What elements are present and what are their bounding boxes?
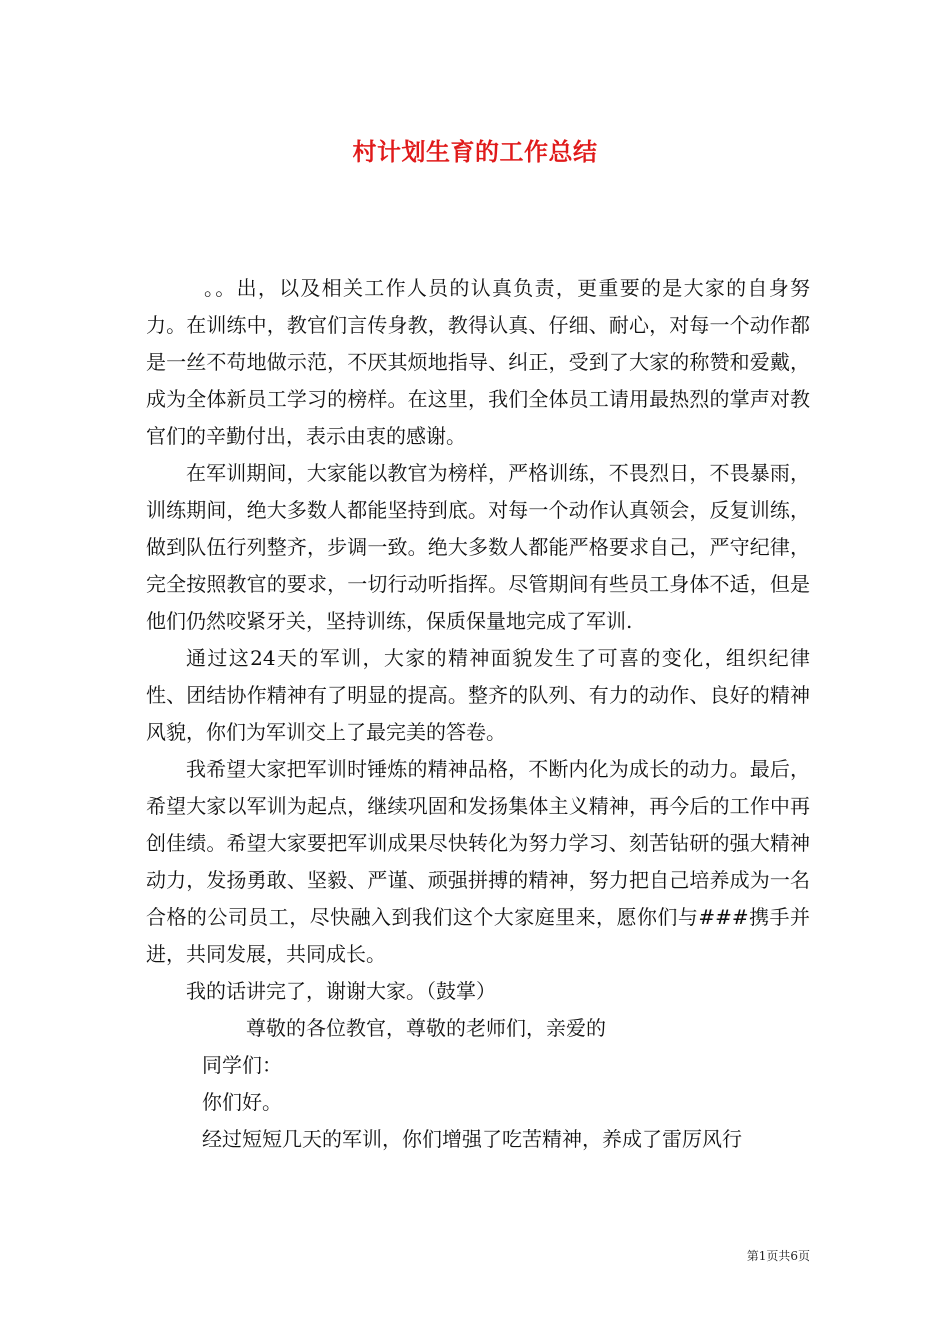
paragraph: 在军训期间，大家能以教官为榜样，严格训练，不畏烈日，不畏暴雨，训练期间，绝大多数人都能坚持到底。对每一个动作认真领会，反复训练，做到队伍行列整齐，步调一致。绝大多数人都能严格要求自己，严守纪律，完全按照教官的要求，一切行动听指挥。尽管期间有些员工身体不适，但是他们仍然咬紧牙关，坚持训练，保质保量地完成了军训. — [146, 461, 810, 633]
page-number: 第1页共6页 — [746, 1249, 810, 1263]
paragraph: 经过短短几天的军训，你们增强了吃苦精神，养成了雷厉风行 — [202, 1127, 742, 1151]
document-title: 村计划生育的工作总结 — [352, 138, 598, 166]
paragraph: 通过这24天的军训，大家的精神面貌发生了可喜的变化，组织纪律性、团结协作精神有了明显的提高。整齐的队列、有力的动作、良好的精神风貌，你们为军训交上了最完美的答卷。 — [146, 646, 810, 744]
paragraph: 尊敬的各位教官，尊敬的老师们，亲爱的 — [246, 1016, 606, 1040]
paragraph: 我的话讲完了，谢谢大家。（鼓掌） — [186, 979, 496, 1003]
document-body — [146, 270, 810, 1158]
paragraph: 你们好。 — [202, 1090, 282, 1114]
paragraph: 我希望大家把军训时锤炼的精神品格，不断内化为成长的动力。最后，希望大家以军训为起点，继续巩固和发扬集体主义精神，再今后的工作中再创佳绩。希望大家要把军训成果尽快转化为努力学习、刻苦钻研的强大精神动力，发扬勇敢、坚毅、严谨、顽强拼搏的精神，努力把自己培养成为一名合格的公司员工，尽快融入到我们这个大家庭里来，愿你们与###携手并进，共同发展，共同成长。 — [146, 757, 810, 966]
paragraph: 。。出，以及相关工作人员的认真负责，更重要的是大家的自身努力。在训练中，教官们言传身教，教得认真、仔细、耐心，对每一个动作都是一丝不苟地做示范，不厌其烦地指导、纠正，受到了大家的称赞和爱戴，成为全体新员工学习的榜样。在这里，我们全体员工请用最热烈的掌声对教官们的辛勤付出，表示由衷的感谢。 — [146, 276, 810, 448]
paragraph: 同学们： — [202, 1053, 282, 1077]
